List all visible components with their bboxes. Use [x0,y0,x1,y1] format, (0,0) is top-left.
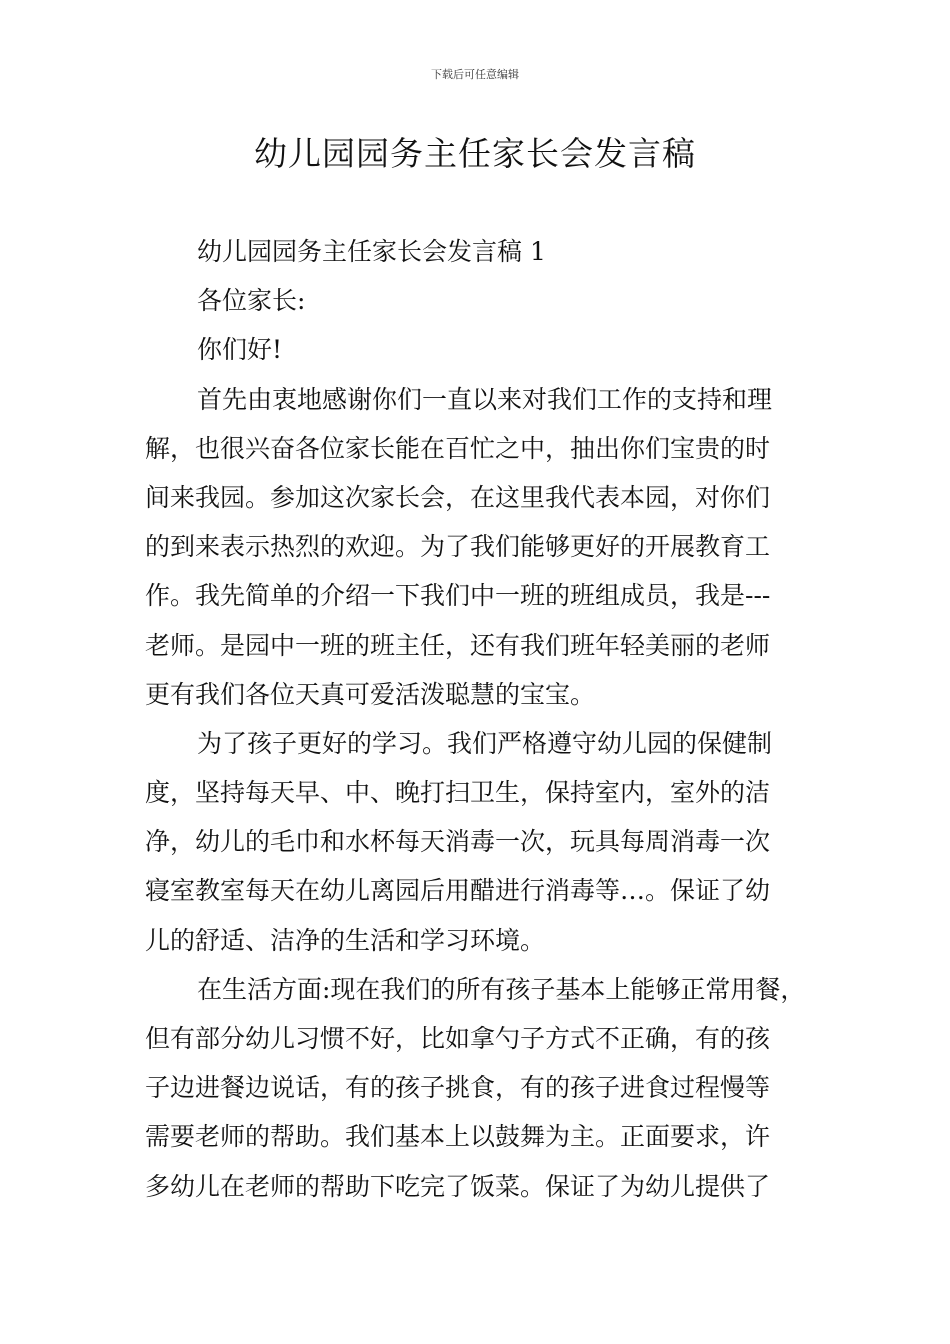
text-line: 幼儿园园务主任家长会发言稿 1 [197,237,546,266]
text-line: 多幼儿在老师的帮助下吃完了饭菜。保证了为幼儿提供了 [145,1171,771,1201]
text-line: 首先由衷地感谢你们一直以来对我们工作的支持和理 [197,384,773,414]
text-line: 你们好! [197,335,283,365]
text-line: 解，也很兴奋各位家长能在百忙之中，抽出你们宝贵的时 [145,433,771,463]
text-line: 子边进餐边说话，有的孩子挑食，有的孩子进食过程慢等 [145,1073,771,1103]
text-line: 在生活方面:现在我们的所有孩子基本上能够正常用餐， [197,974,806,1004]
text-line: 度，坚持每天早、中、晚打扫卫生，保持室内，室外的洁 [145,778,771,808]
text-line: 需要老师的帮助。我们基本上以鼓舞为主。正面要求，许 [145,1122,771,1152]
document-title: 幼儿园园务主任家长会发言稿 [254,134,696,173]
text-line: 儿的舒适、洁净的生活和学习环境。 [145,925,546,955]
text-line: 更有我们各位天真可爱活泼聪慧的宝宝。 [145,679,596,709]
text-line: 但有部分幼儿习惯不好，比如拿勺子方式不正确，有的孩 [145,1024,771,1053]
text-line: 的到来表示热烈的欢迎。为了我们能够更好的开展教育工 [145,532,771,562]
text-line: 老师。是园中一班的班主任，还有我们班年轻美丽的老师 [145,630,771,660]
text-line: 作。我先简单的介绍一下我们中一班的班组成员，我是--- [145,581,771,611]
text-line: 各位家长: [197,286,306,316]
text-line: 净，幼儿的毛巾和水杯每天消毒一次，玩具每周消毒一次 [145,827,771,857]
text-line: 寝室教室每天在幼儿离园后用醋进行消毒等…。保证了幼 [145,876,771,906]
text-line: 间来我园。参加这次家长会，在这里我代表本园，对你们 [145,482,771,512]
document-body [145,227,810,1211]
header-note: 下载后可任意编辑 [431,68,519,81]
text-line: 为了孩子更好的学习。我们严格遵守幼儿园的保健制 [197,728,773,758]
